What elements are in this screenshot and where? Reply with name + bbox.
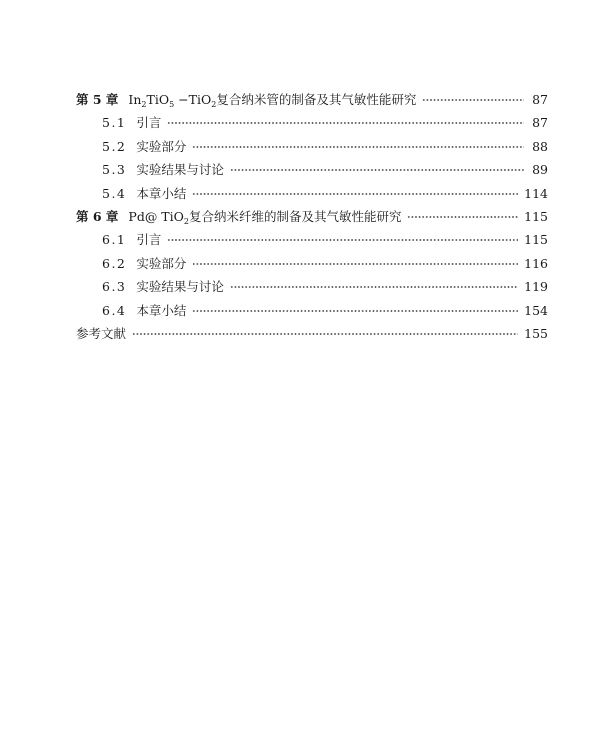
page-number: 154 [524, 302, 548, 318]
table-of-contents [76, 88, 548, 345]
chapter-number: 第 5 章 [76, 92, 119, 107]
page-number: 88 [532, 138, 548, 154]
section-number: 5.4 [102, 185, 127, 201]
toc-entry-6-3[interactable] [76, 275, 548, 298]
toc-entry-5-4[interactable] [76, 182, 548, 205]
section-title: 实验部分 [136, 138, 187, 154]
section-title: 本章小结 [136, 185, 187, 201]
dot-leader [422, 99, 524, 101]
section-number: 5.2 [102, 138, 127, 154]
references-title: 参考文献 [76, 325, 127, 341]
dot-leader [192, 146, 524, 148]
page-number: 87 [532, 115, 548, 131]
dot-leader [192, 193, 518, 195]
section-title: 本章小结 [136, 302, 187, 318]
page-number: 115 [524, 208, 548, 224]
page-number: 87 [532, 92, 548, 107]
section-title: 实验结果与讨论 [136, 279, 224, 295]
toc-entry-5-3[interactable] [76, 158, 548, 181]
dot-leader [230, 169, 524, 171]
page-number: 114 [524, 185, 548, 201]
toc-entry-6-1[interactable] [76, 228, 548, 251]
dot-leader [407, 216, 518, 218]
dot-leader [192, 310, 518, 312]
section-number: 6.1 [102, 232, 127, 248]
toc-entry-references[interactable] [76, 322, 548, 345]
dot-leader [132, 333, 518, 335]
section-number: 6.3 [102, 279, 127, 295]
page-number: 89 [532, 162, 548, 178]
toc-entry-chapter-5[interactable] [76, 88, 548, 111]
page-number: 116 [524, 255, 548, 271]
section-title: 引言 [136, 115, 162, 131]
section-title: 引言 [136, 232, 162, 248]
section-number: 5.3 [102, 162, 127, 178]
toc-entry-6-4[interactable] [76, 299, 548, 322]
chapter-number: 第 6 章 [76, 208, 119, 224]
page-number: 119 [524, 279, 548, 295]
dot-leader [167, 239, 518, 241]
section-title: 实验结果与讨论 [136, 162, 224, 178]
section-number: 6.4 [102, 302, 127, 318]
toc-entry-6-2[interactable] [76, 252, 548, 275]
dot-leader [167, 122, 524, 124]
chapter-title: Pd@ TiO$_2$复合纳米纤维的制备及其气敏性能研究 [128, 208, 402, 226]
dot-leader [192, 263, 518, 265]
section-number: 6.2 [102, 255, 127, 271]
page-number: 115 [524, 232, 548, 248]
toc-entry-chapter-6[interactable] [76, 205, 548, 228]
chapter-title: $In_2TiO_5 -TiO_2$复合纳米管的制备及其气敏性能研究 [128, 92, 417, 109]
dot-leader [230, 286, 518, 288]
section-title: 实验部分 [136, 255, 187, 271]
page-number: 155 [524, 325, 548, 341]
toc-entry-5-2[interactable] [76, 135, 548, 158]
toc-entry-5-1[interactable] [76, 111, 548, 134]
section-number: 5.1 [102, 115, 127, 131]
